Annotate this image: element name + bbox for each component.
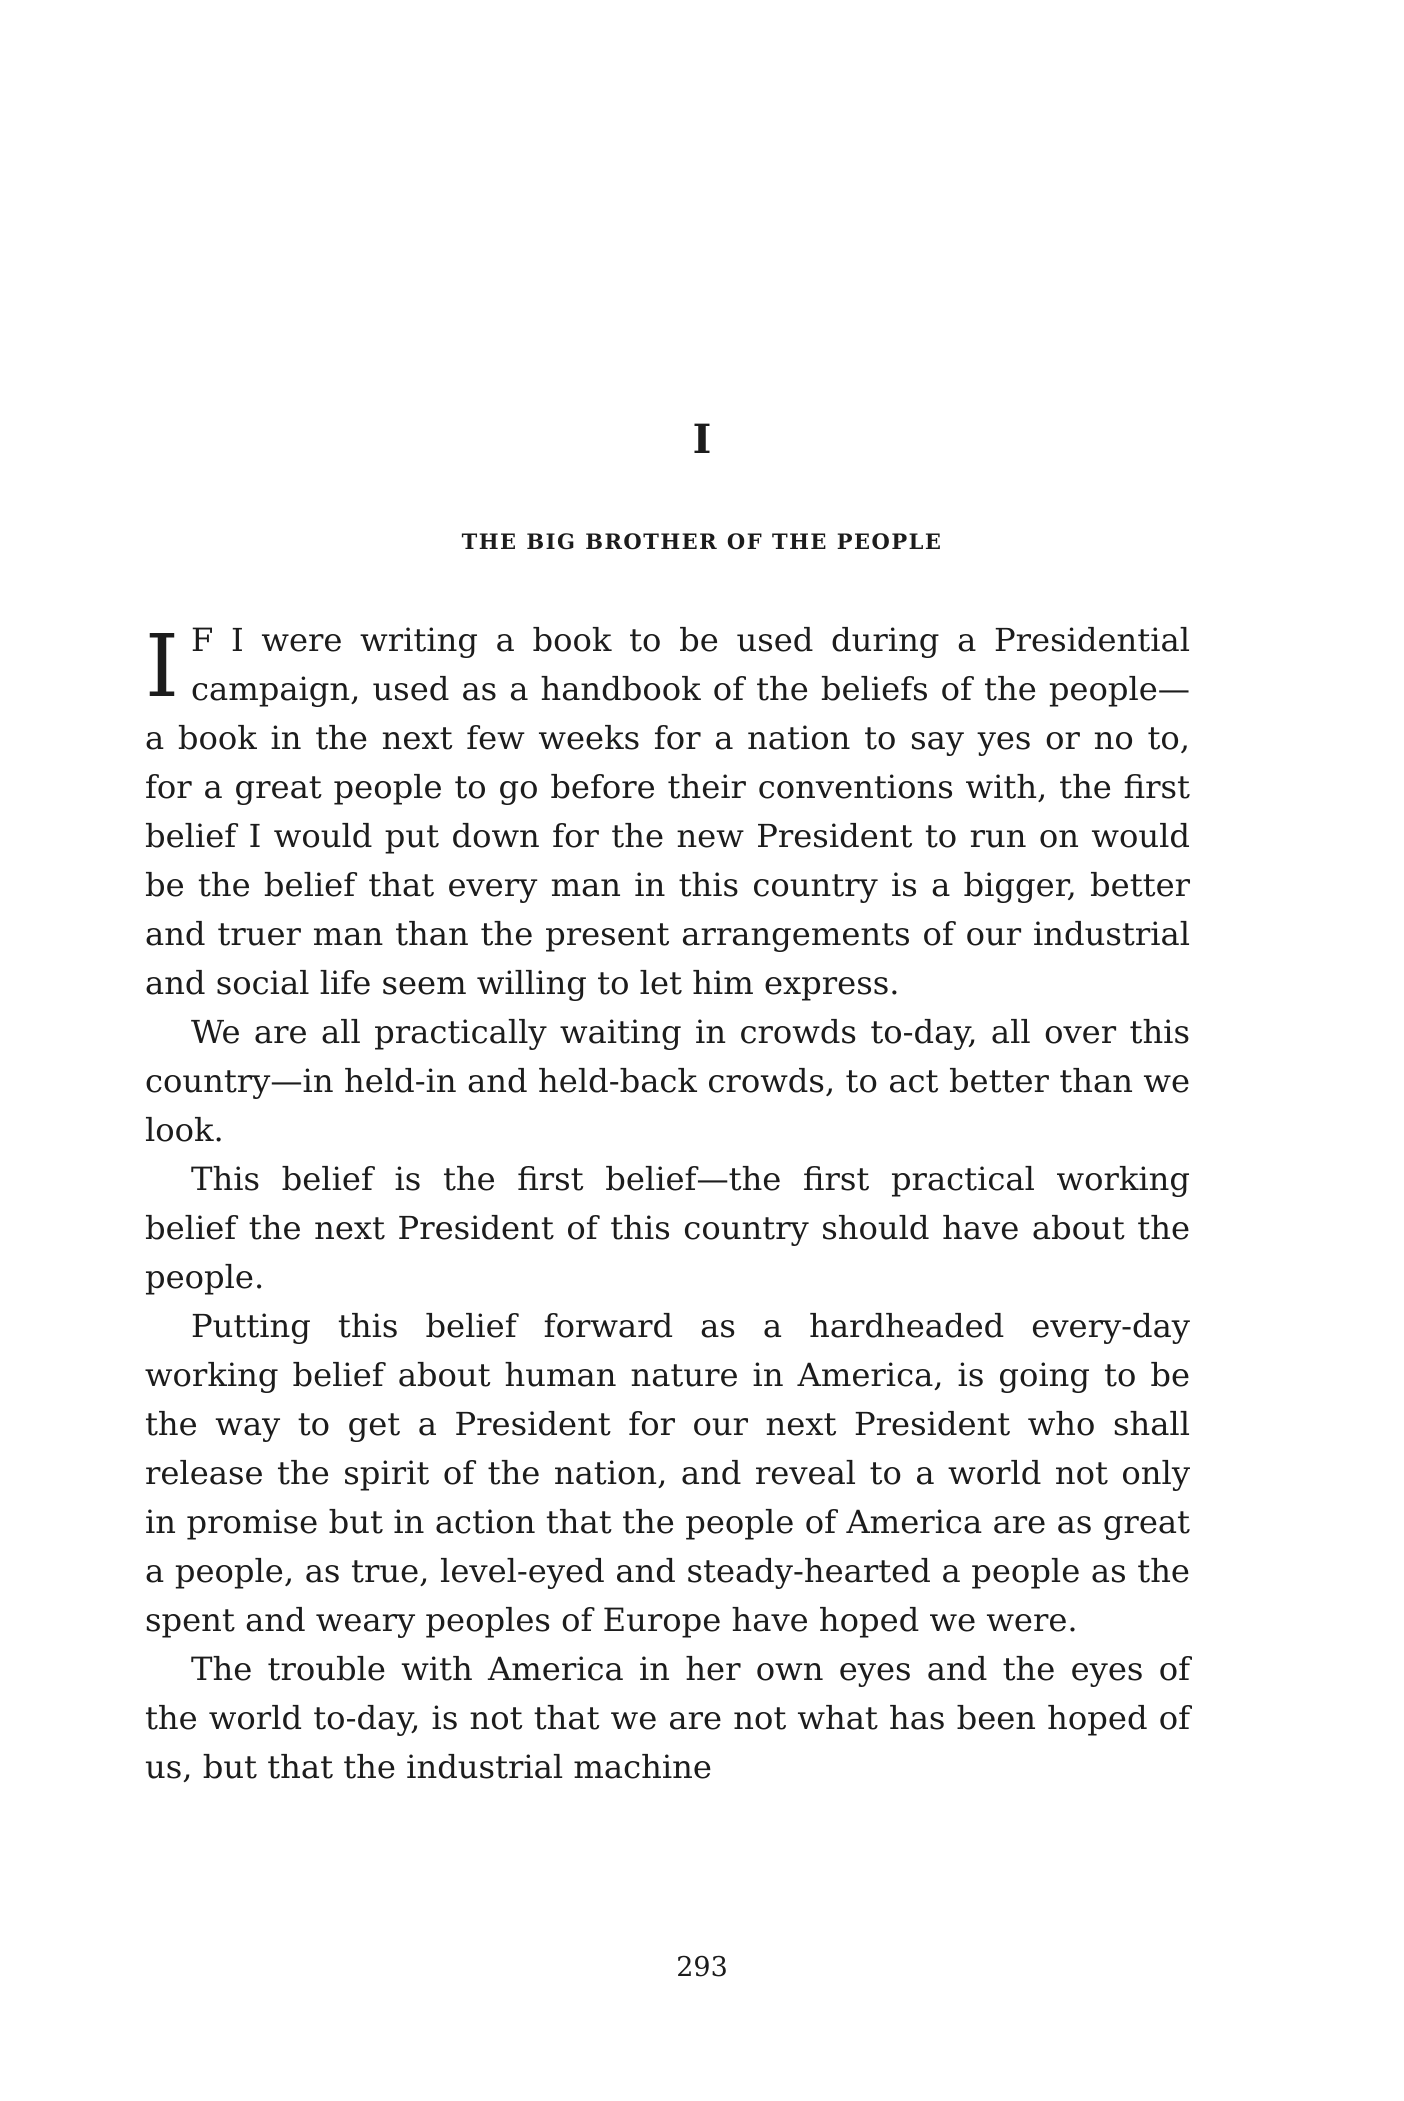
drop-cap: I: [145, 617, 179, 717]
paragraph-4: Putting this belief forward as a hardheaded every-day working belief about human nature in America, is going to be the way to get a President for our next President who shall release the spirit of the nation, and reveal to a world not only in promise but in action that the people of America are as great a people, as true, level-eyed and steady-hearted a people as the spent and weary peoples of Europe have hoped we were.: [145, 1307, 1190, 1639]
paragraph-5: The trouble with America in her own eyes and the eyes of the world to-day, is not that we are not what has been hoped of us, but that the industrial machine: [145, 1650, 1190, 1786]
paragraph-1-text: F I were writing a book to be used during a Presidential campaign, used as a handbook of the beliefs of the people—a book in the next few weeks for a nation to say yes or no to, for a great people to go before their conventions with, the first belief I would put down for the new President to run on would be the belief that every man in this country is a bigger, better and truer man than the present arrangements of our industrial and social life seem willing to let him express.: [145, 621, 1190, 1002]
paragraph-1: [145, 616, 1190, 1008]
chapter-number: I: [692, 416, 712, 463]
paragraph-2: We are all practically waiting in crowds to-day, all over this country—in held-in and held-back crowds, to act better than we look.: [145, 1013, 1190, 1149]
body-text: [145, 616, 1190, 1792]
page-number: 293: [676, 1952, 728, 1983]
chapter-title: THE BIG BROTHER OF THE PEOPLE: [461, 529, 943, 554]
paragraph-3: This belief is the first belief—the first practical working belief the next President of this country should have about the people.: [145, 1160, 1190, 1296]
